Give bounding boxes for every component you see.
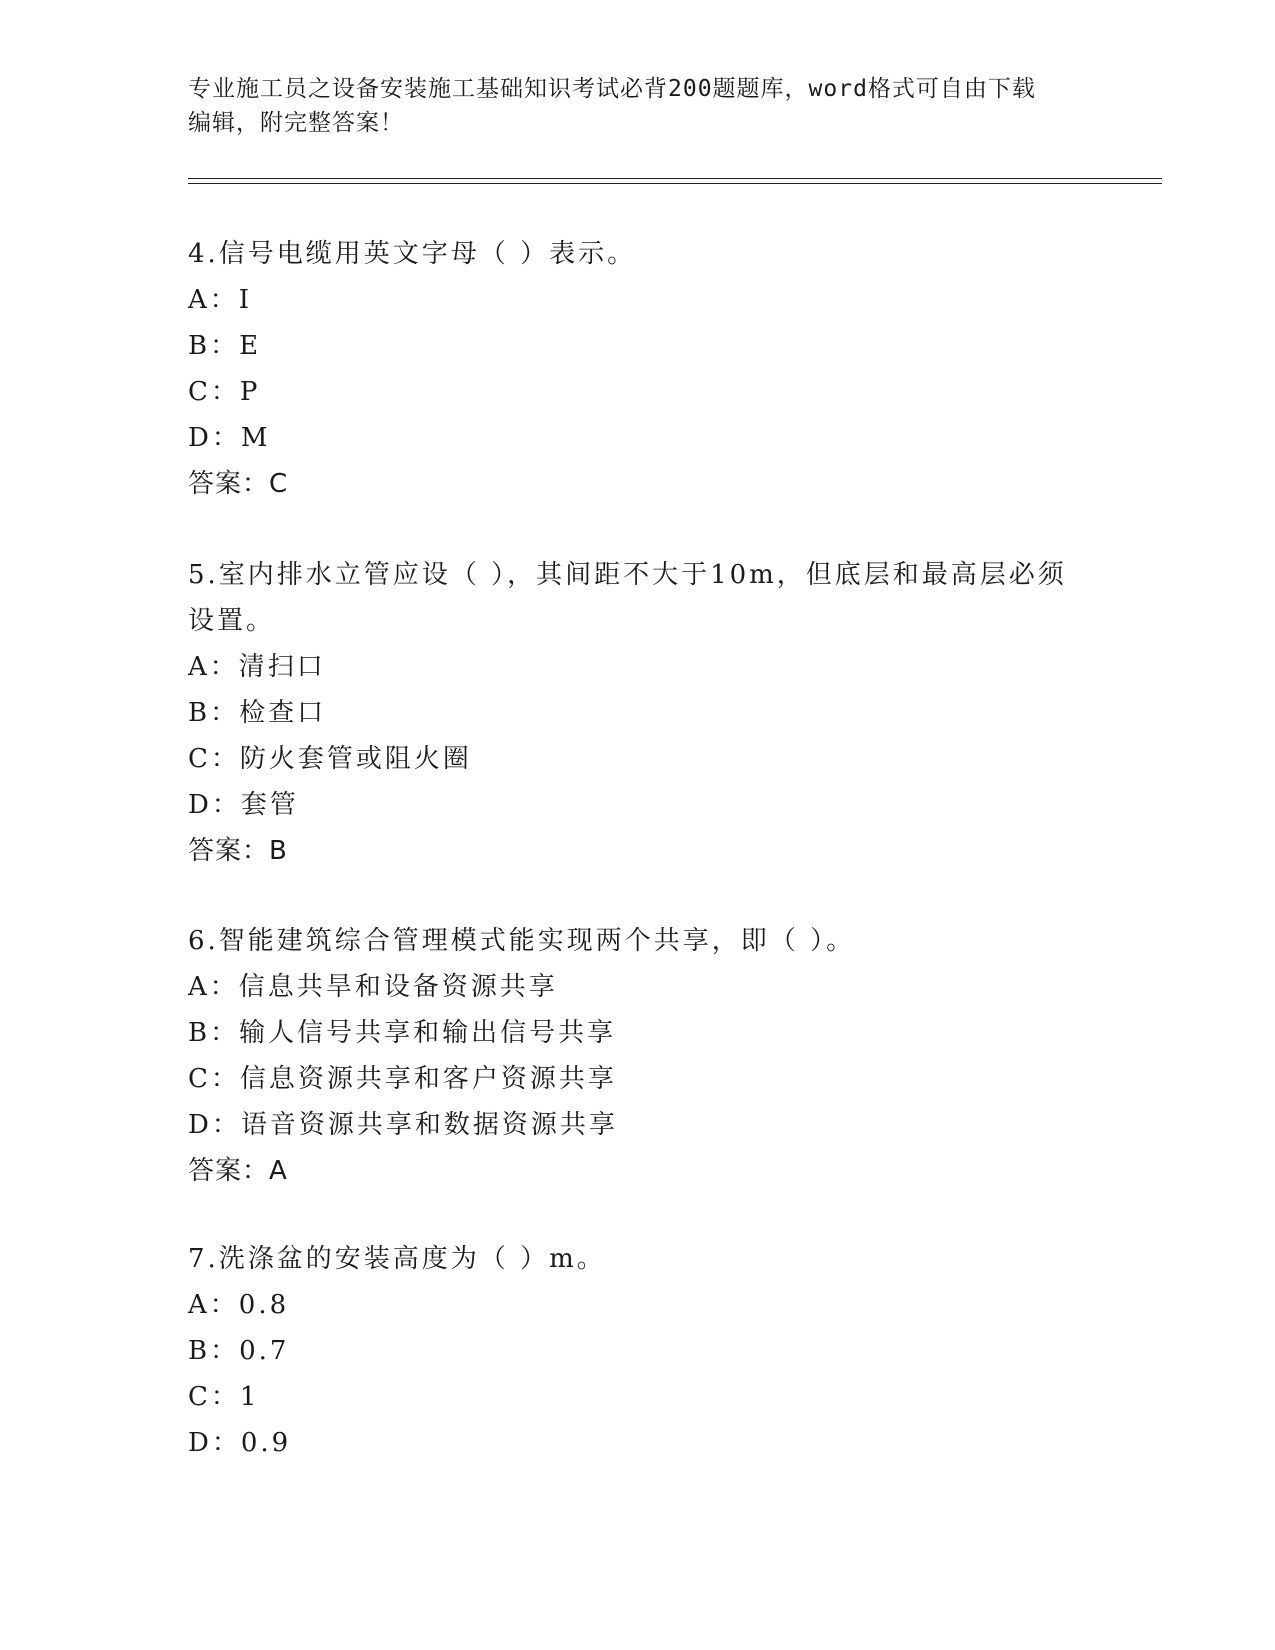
option-text: 信息资源共享和客户资源共享	[239, 1064, 617, 1094]
option-b	[188, 323, 1088, 369]
option-text: P	[239, 377, 261, 407]
option-key: C：	[188, 744, 240, 774]
header-divider-bottom	[188, 183, 1162, 184]
answer-line: 答案：C	[188, 469, 289, 499]
option-key: A：	[188, 1290, 239, 1320]
document-header	[188, 72, 1088, 140]
answer-line: 答案：B	[188, 836, 288, 866]
option-a	[188, 277, 1088, 323]
option-c	[188, 1056, 1088, 1102]
option-key: C：	[188, 1382, 240, 1412]
question-stem: 5.室内排水立管应设（ ），其间距不大于10m，但底层和最高层必须设置。	[188, 560, 1067, 636]
option-key: D：	[188, 423, 241, 453]
option-d	[188, 1102, 1088, 1148]
option-b	[188, 1010, 1088, 1056]
question-stem: 4.信号电缆用英文字母（ ）表示。	[188, 239, 637, 269]
question-block	[188, 918, 1088, 1194]
option-text: 语音资源共享和数据资源共享	[240, 1110, 618, 1140]
option-key: B：	[188, 698, 240, 728]
option-b	[188, 1328, 1088, 1374]
answer-line: 答案：A	[188, 1156, 288, 1186]
option-text: 0.7	[239, 1336, 290, 1366]
question-block	[188, 552, 1088, 874]
header-divider-top	[188, 178, 1162, 179]
option-key: A：	[188, 972, 239, 1002]
option-key: D：	[188, 1110, 241, 1140]
option-text: 清扫口	[238, 652, 326, 682]
option-text: 防火套管或阻火圈	[239, 744, 472, 774]
option-text: 套管	[240, 790, 299, 820]
option-text: 输人信号共享和输出信号共享	[239, 1018, 617, 1048]
option-text: 信息共旱和设备资源共享	[238, 972, 558, 1002]
option-a	[188, 964, 1088, 1010]
option-key: A：	[188, 652, 239, 682]
option-c	[188, 1374, 1088, 1420]
option-d	[188, 415, 1088, 461]
question-block	[188, 1236, 1088, 1466]
option-d	[188, 782, 1088, 828]
option-key: B：	[188, 1336, 240, 1366]
header-line-1: 专业施工员之设备安装施工基础知识考试必背200题题库，word格式可自由下载	[188, 76, 1036, 102]
option-text: E	[239, 331, 262, 361]
question-stem: 6.智能建筑综合管理模式能实现两个共享，即（ ）。	[188, 926, 856, 956]
option-key: A：	[188, 285, 239, 315]
option-key: D：	[188, 1428, 241, 1458]
option-key: D：	[188, 790, 241, 820]
option-key: B：	[188, 331, 240, 361]
option-b	[188, 690, 1088, 736]
option-key: B：	[188, 1018, 240, 1048]
option-a	[188, 1282, 1088, 1328]
option-key: C：	[188, 377, 240, 407]
option-text: 0.8	[238, 1290, 290, 1320]
option-c	[188, 736, 1088, 782]
option-d	[188, 1420, 1088, 1466]
option-text: M	[240, 423, 271, 453]
question-stem: 7.洗涤盆的安装高度为（ ）m。	[188, 1244, 606, 1274]
option-text: 0.9	[240, 1428, 292, 1458]
option-text: 检查口	[239, 698, 327, 728]
option-c	[188, 369, 1088, 415]
question-block	[188, 231, 1088, 507]
header-line-2: 编辑，附完整答案！	[188, 110, 404, 136]
option-text: 1	[239, 1382, 260, 1412]
option-key: C：	[188, 1064, 240, 1094]
option-text: I	[238, 285, 253, 315]
option-a	[188, 644, 1088, 690]
